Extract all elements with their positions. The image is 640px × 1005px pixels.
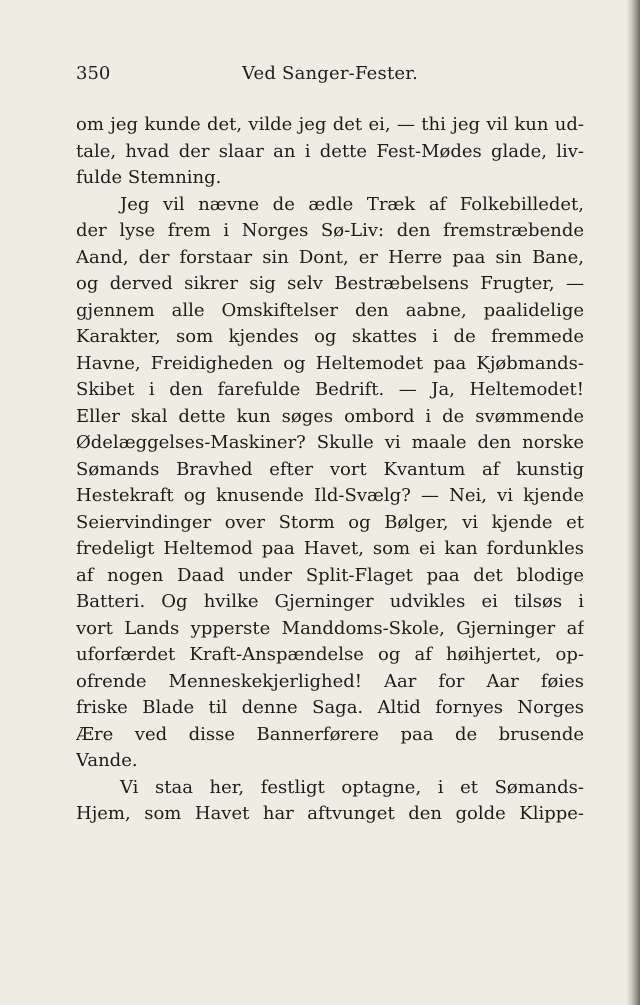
text-line: tale, hvad der slaar an i dette Fest-Mødes glade, liv- bbox=[76, 140, 584, 162]
paragraph-2 bbox=[76, 192, 584, 775]
page-number: 350 bbox=[76, 63, 111, 84]
text-line: der lyse frem i Norges Sø-Liv: den fremstræbende bbox=[76, 220, 584, 241]
page-header bbox=[76, 63, 584, 89]
text-line: af nogen Daad under Split-Flaget paa det blodige bbox=[76, 564, 584, 586]
text-line: Hjem, som Havet har aftvunget den golde Klippe- bbox=[76, 803, 584, 824]
text-line: Aand, der forstaar sin Dont, er Herre paa sin Bane, bbox=[76, 246, 584, 268]
text-line: Jeg vil nævne de ædle Træk af Folkebilledet, bbox=[120, 193, 584, 215]
text-line: fredeligt Heltemod paa Havet, som ei kan fordunkles bbox=[76, 538, 584, 559]
text-line: og derved sikrer sig selv Bestræbelsens Frugter, — bbox=[76, 273, 584, 294]
text-line: Vi staa her, festligt optagne, i et Sømands- bbox=[120, 776, 584, 798]
text-line: Eller skal dette kun søges ombord i de svømmende bbox=[76, 405, 584, 427]
body-text bbox=[76, 112, 584, 828]
running-title: Ved Sanger-Fester. bbox=[242, 63, 418, 84]
text-line: vort Lands ypperste Manddoms-Skole, Gjerninger af bbox=[76, 617, 584, 639]
text-line: friske Blade til denne Saga. Altid fornyes Norges bbox=[76, 697, 584, 718]
text-line: Vande. bbox=[76, 750, 138, 771]
paragraph-1 bbox=[76, 112, 584, 192]
text-line: fulde Stemning. bbox=[76, 167, 222, 188]
text-line: om jeg kunde det, vilde jeg det ei, — thi jeg vil kun ud- bbox=[76, 114, 584, 135]
text-line: Hestekraft og knusende Ild-Svælg? — Nei, vi kjende bbox=[76, 485, 584, 506]
text-line: Ære ved disse Bannerførere paa de brusende bbox=[76, 723, 584, 745]
text-line: Sømands Bravhed efter vort Kvantum af kunstig bbox=[76, 458, 584, 480]
paragraph-3 bbox=[76, 775, 584, 828]
text-line: uforfærdet Kraft-Anspændelse og af høihjertet, op- bbox=[76, 644, 584, 665]
text-line: Seiervindinger over Storm og Bølger, vi kjende et bbox=[76, 511, 584, 533]
text-line: Karakter, som kjendes og skattes i de fremmede bbox=[76, 326, 584, 347]
text-line: gjennem alle Omskiftelser den aabne, paalidelige bbox=[76, 299, 584, 321]
text-line: Ødelæggelses-Maskiner? Skulle vi maale den norske bbox=[76, 432, 584, 453]
text-line: Batteri. Og hvilke Gjerninger udvikles ei tilsøs i bbox=[76, 591, 584, 612]
text-line: Skibet i den farefulde Bedrift. — Ja, Heltemodet! bbox=[76, 379, 584, 400]
text-line: ofrende Menneskekjerlighed! Aar for Aar føies bbox=[76, 670, 584, 692]
text-line: Havne, Freidigheden og Heltemodet paa Kjøbmands- bbox=[76, 352, 584, 374]
page-edge-shadow bbox=[626, 0, 640, 1005]
